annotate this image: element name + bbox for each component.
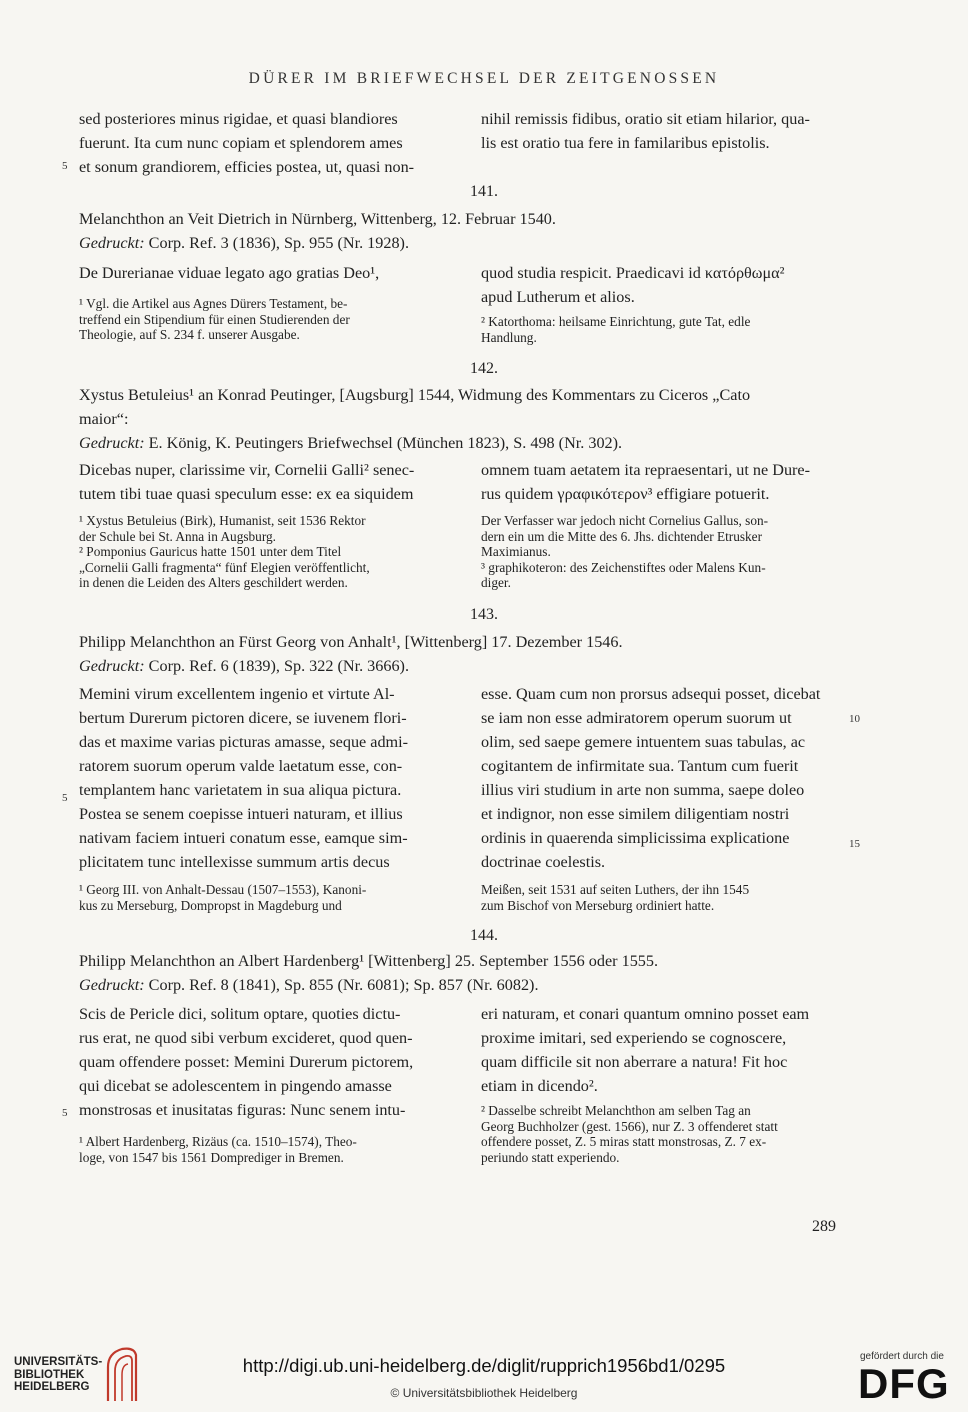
letter-heading-141 xyxy=(79,207,840,255)
footnotes-141-left xyxy=(79,296,443,343)
text-line: et sonum grandiorem, efficies postea, ut, quasi non- xyxy=(79,158,415,176)
heading-line: Melanchthon an Veit Dietrich in Nürnberg, Wittenberg, 12. Februar 1540. xyxy=(79,210,556,228)
text-line: quod studia respicit. Praedicavi id κατόρθωμα² xyxy=(481,264,785,282)
funding-label: gefördert durch die xyxy=(860,1351,944,1362)
text-line: omnem tuam aetatem ita repraesentari, ut ne Dure- xyxy=(481,461,810,479)
page-number: 289 xyxy=(812,1218,836,1235)
letter-text-142-right xyxy=(481,458,840,506)
letter-text-142-left xyxy=(79,458,443,506)
footnote-line: in denen die Leiden des Alters geschildert werden. xyxy=(79,575,348,590)
letter-text-143-left xyxy=(79,682,443,874)
text-line: sed posteriores minus rigidae, et quasi blandiores xyxy=(79,110,398,128)
text-line: Postea se senem coepisse intueri naturam, et illius xyxy=(79,805,403,823)
logo-line: UNIVERSITÄTS- xyxy=(14,1356,103,1368)
text-line: das et maxime varias picturas amasse, seque admi- xyxy=(79,733,409,751)
footnote-line: der Schule bei St. Anna in Augsburg. xyxy=(79,528,276,544)
text-line: quam difficile sit non aberrare a natura! Fit hoc xyxy=(481,1053,788,1071)
footnote-line: Georg Buchholzer (gest. 1566), nur Z. 3 offenderet statt xyxy=(481,1118,778,1134)
edition-line xyxy=(79,654,840,678)
text-line: fuerunt. Ita cum nunc copiam et splendorem ames xyxy=(79,134,403,152)
letter-number-144: 144. xyxy=(470,927,498,944)
heading-line: Philipp Melanchthon an Fürst Georg von Anhalt¹, [Wittenberg] 17. Dezember 1546. xyxy=(79,633,623,651)
edition-text: Corp. Ref. 3 (1836), Sp. 955 (Nr. 1928). xyxy=(144,234,409,252)
text-line: quam offendere posset: Memini Durerum pictorem, xyxy=(79,1053,414,1071)
text-line: proxime imitari, sed experiendo se cognoscere, xyxy=(481,1029,787,1047)
heading-line: Xystus Betuleius¹ an Konrad Peutinger, [Augsburg] 1544, Widmung des Kommentars zu Ciceros „Cato xyxy=(79,386,751,404)
edition-label: Gedruckt: xyxy=(79,976,145,994)
edition-text: Corp. Ref. 8 (1841), Sp. 855 (Nr. 6081); Sp. 857 (Nr. 6082). xyxy=(144,976,539,994)
letter-text-141-left xyxy=(79,261,443,285)
footnote-line: kus zu Merseburg, Dompropst in Magdeburg und xyxy=(79,897,342,913)
footnote-line: Theologie, auf S. 234 f. unserer Ausgabe. xyxy=(79,327,300,342)
line-number: 10 xyxy=(849,713,860,725)
footnote-line: Der Verfasser war jedoch nicht Cornelius Gallus, son- xyxy=(481,513,769,528)
text-line: lis est oratio tua fere in familaribus epistolis. xyxy=(481,134,770,152)
footnote-line: ¹ Vgl. die Artikel aus Agnes Dürers Testament, be- xyxy=(79,296,348,311)
letter-text-144-left xyxy=(79,1002,443,1122)
footnote-line: periundo statt experiendo. xyxy=(481,1149,620,1165)
text-line: olim, sed saepe gemere intuentem suas tabulas, ac xyxy=(481,733,806,751)
footnote-line: zum Bischof von Merseburg ordiniert hatte. xyxy=(481,897,715,913)
footnote-line: ³ graphikoteron: des Zeichenstiftes oder Malens Kun- xyxy=(481,559,766,575)
top-left-text xyxy=(79,107,443,179)
text-line: tutem tibi tuae quasi speculum esse: ex ea siquidem xyxy=(79,485,414,503)
footnote-line: ² Pomponius Gauricus hatte 1501 unter dem Titel xyxy=(79,544,342,559)
heading-line: Philipp Melanchthon an Albert Hardenberg¹ [Wittenberg] 25. September 1556 oder 1555. xyxy=(79,952,659,970)
letter-heading-142 xyxy=(79,383,840,455)
edition-text: E. König, K. Peutingers Briefwechsel (München 1823), S. 498 (Nr. 302). xyxy=(144,434,623,452)
letter-number-143: 143. xyxy=(470,606,498,623)
letter-text-143-right xyxy=(481,682,840,874)
edition-line xyxy=(79,431,840,455)
text-line: qui dicebat se adolescentem in pingendo amasse xyxy=(79,1077,392,1095)
text-line: ordinis in quaerenda simplicissima explicatione xyxy=(481,829,790,847)
footnotes-143-right xyxy=(481,882,840,913)
footnote-line: loge, von 1547 bis 1561 Domprediger in Bremen. xyxy=(79,1149,344,1165)
top-right-text xyxy=(481,107,840,155)
footnote-line: ¹ Albert Hardenberg, Rizäus (ca. 1510–1574), Theo- xyxy=(79,1134,357,1149)
edition-label: Gedruckt: xyxy=(79,434,145,452)
text-line: et indignor, non esse similem diligentiam nostri xyxy=(481,805,790,823)
permalink-url[interactable]: http://digi.ub.uni-heidelberg.de/diglit/rupprich1956bd1/0295 xyxy=(242,1355,726,1376)
footnote-line: treffend ein Stipendium für einen Studierenden der xyxy=(79,311,350,327)
edition-line xyxy=(79,973,840,997)
edition-label: Gedruckt: xyxy=(79,234,145,252)
text-line: nativam faciem intueri conatum esse, eamque sim- xyxy=(79,829,408,847)
footnote-line: ² Dasselbe schreibt Melanchthon am selben Tag an xyxy=(481,1103,751,1118)
footnotes-141-right xyxy=(481,314,840,345)
footnote-line: „Cornelii Galli fragmenta“ fünf Elegien veröffentlicht, xyxy=(79,559,370,575)
text-line: eri naturam, et conari quantum omnino posset eam xyxy=(481,1005,810,1023)
line-number: 5 xyxy=(62,160,68,172)
text-line: apud Lutherum et alios. xyxy=(481,288,635,306)
text-line: monstrosas et inusitatas figuras: Nunc senem intu- xyxy=(79,1101,406,1119)
running-header: DÜRER IM BRIEFWECHSEL DER ZEITGENOSSEN xyxy=(248,70,720,87)
footnote-line: diger. xyxy=(481,575,511,590)
footnote-line: Meißen, seit 1531 auf seiten Luthers, der ihn 1545 xyxy=(481,882,750,897)
letter-number-142: 142. xyxy=(470,360,498,377)
text-line: plicitatem tunc intellexisse summum artis decus xyxy=(79,853,390,871)
text-line: illius viri studium in arte non summa, saepe doleo xyxy=(481,781,805,799)
text-line: esse. Quam cum non prorsus adsequi posset, dicebat xyxy=(481,685,821,703)
letter-number-141: 141. xyxy=(470,183,498,200)
text-line: bertum Durerum pictoren dicere, se iuvenem flori- xyxy=(79,709,407,727)
text-line: ratorem suorum operum valde laetatum esse, con- xyxy=(79,757,403,775)
text-line: Memini virum excellentem ingenio et virtute Al- xyxy=(79,685,395,703)
footnote-line: dern ein um die Mitte des 6. Jhs. dichtender Etrusker xyxy=(481,528,763,544)
text-line: cogitantem de infirmitate sua. Tantum cum fuerit xyxy=(481,757,799,775)
footnotes-144-right xyxy=(481,1103,840,1165)
line-number: 5 xyxy=(62,1107,68,1119)
line-number: 5 xyxy=(62,792,68,804)
footnote-line: ¹ Xystus Betuleius (Birk), Humanist, seit 1536 Rektor xyxy=(79,513,366,528)
footnote-line: Maximianus. xyxy=(481,544,551,559)
letter-text-144-right xyxy=(481,1002,840,1098)
edition-label: Gedruckt: xyxy=(79,657,145,675)
letter-heading-144 xyxy=(79,949,840,997)
footnotes-142-left xyxy=(79,513,443,591)
text-line: Scis de Pericle dici, solitum optare, quoties dictu- xyxy=(79,1005,401,1023)
text-line: templantem hanc varietatem in sua aliqua pictura. xyxy=(79,781,402,799)
text-line: etiam in dicendo². xyxy=(481,1077,598,1095)
logo-line: HEIDELBERG xyxy=(14,1381,90,1393)
text-line: rus erat, ne quod sibi verbum excideret, quod quen- xyxy=(79,1029,413,1047)
copyright-notice: © Universitätsbibliothek Heidelberg xyxy=(390,1386,578,1400)
footnotes-144-left xyxy=(79,1134,443,1165)
text-line: De Durerianae viduae legato ago gratias Deo¹, xyxy=(79,264,380,282)
logo-line: BIBLIOTHEK xyxy=(14,1368,85,1381)
letter-heading-143 xyxy=(79,630,840,678)
text-line: se iam non esse admiratorem operum suorum ut xyxy=(481,709,792,727)
text-line: doctrinae coelestis. xyxy=(481,853,606,871)
edition-line xyxy=(79,231,840,255)
footnote-line: offendere posset, Z. 5 miras statt monstrosas, Z. 7 ex- xyxy=(481,1134,767,1149)
edition-text: Corp. Ref. 6 (1839), Sp. 322 (Nr. 3666). xyxy=(144,657,409,675)
footnote-line: Handlung. xyxy=(481,329,537,345)
text-line: rus quidem γραφικότερον³ effigiare potuerit. xyxy=(481,485,770,503)
footnotes-143-left xyxy=(79,882,443,913)
heading-line: maior“: xyxy=(79,410,129,428)
text-line: Dicebas nuper, clarissime vir, Cornelii Galli² senec- xyxy=(79,461,415,479)
line-number: 15 xyxy=(849,838,860,850)
footnote-line: ¹ Georg III. von Anhalt-Dessau (1507–1553), Kanoni- xyxy=(79,882,367,897)
dfg-logo: DFG xyxy=(858,1360,950,1407)
footnote-line: ² Katorthoma: heilsame Einrichtung, gute Tat, edle xyxy=(481,314,751,329)
letter-text-141-right xyxy=(481,261,840,309)
text-line: nihil remissis fidibus, oratio sit etiam hilarior, qua- xyxy=(481,110,810,128)
footnotes-142-right xyxy=(481,513,840,591)
